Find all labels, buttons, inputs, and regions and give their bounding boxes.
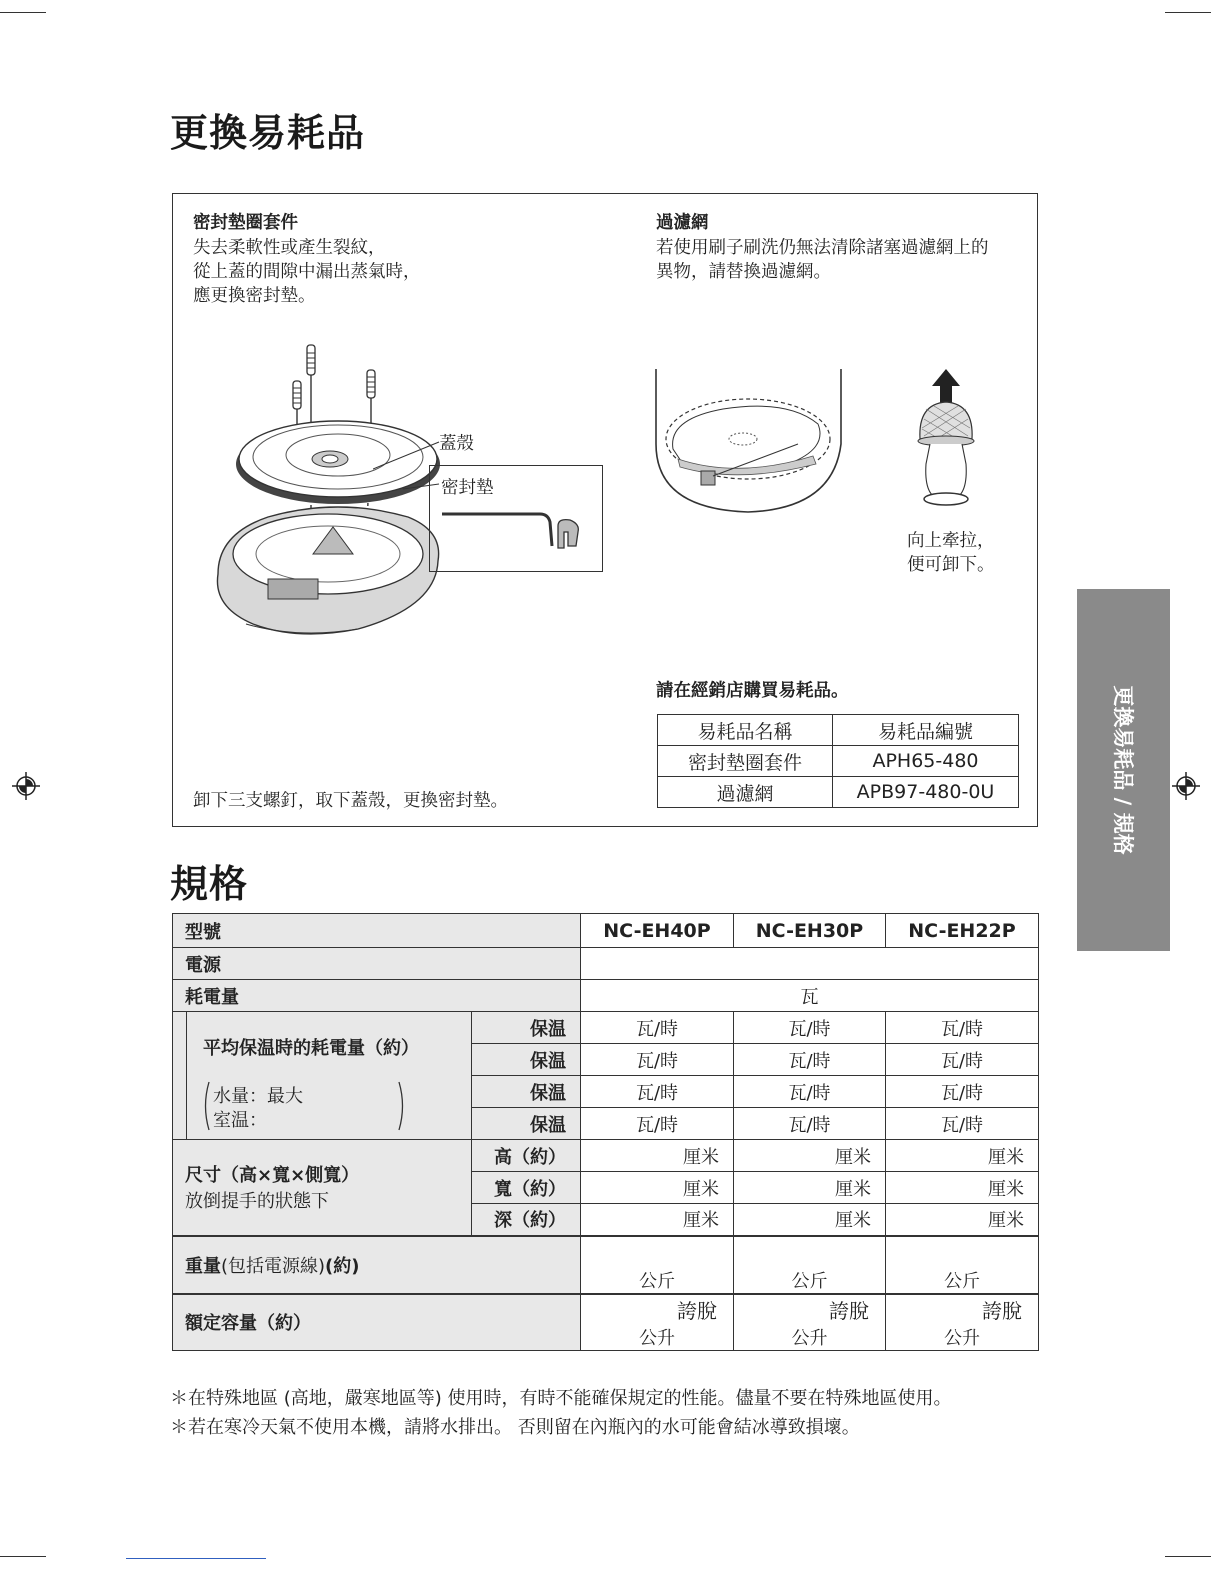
kwh-cell: 瓦/時 (886, 1076, 1039, 1108)
gasket-desc-line: 應更換密封墊。 (193, 286, 316, 306)
section-title-consumables: 更換易耗品 (170, 111, 366, 155)
condition-room: 室温： (213, 1110, 267, 1131)
dimension-row-label: 寬（約） (472, 1172, 581, 1204)
cm-cell: 厘米 (734, 1204, 886, 1236)
filter-desc-line: 異物，請替換過濾網。 (656, 262, 831, 282)
table-row (173, 948, 1039, 980)
table-row (658, 746, 1019, 777)
weight-label-cell (173, 1236, 581, 1294)
table-row (658, 777, 1019, 808)
kwh-cell: 瓦/時 (581, 1012, 734, 1044)
footnote: ＊在特殊地區 (高地，嚴寒地區等) 使用時，有時不能確保規定的性能。儘量不要在特殊地區使用。 (170, 1388, 952, 1409)
capacity-liter: 公升 (791, 1327, 828, 1349)
condition-bracket (201, 1080, 407, 1132)
kg-cell: 公斤 (886, 1236, 1039, 1294)
keep-warm-label: 保温 (472, 1044, 581, 1076)
table-cell: 過濾網 (658, 777, 833, 808)
kwh-cell: 瓦/時 (734, 1044, 886, 1076)
kwh-cell: 瓦/時 (886, 1108, 1039, 1140)
kg-cell: 公斤 (734, 1236, 886, 1294)
consumables-box (172, 193, 1038, 827)
capacity-quart: 誇脫 (829, 1298, 869, 1323)
filter-heading: 過濾網 (656, 213, 709, 233)
cm-cell: 厘米 (581, 1172, 734, 1204)
dimension-row-label: 高（約） (472, 1140, 581, 1172)
capacity-cell (886, 1294, 1039, 1351)
capacity-quart: 誇脫 (982, 1298, 1022, 1323)
capacity-liter: 公升 (639, 1327, 675, 1349)
indent-cell (173, 1012, 187, 1140)
table-header-cell: 易耗品名稱 (658, 715, 833, 746)
avg-consumption-label: 平均保温時的耗電量（約） (203, 1038, 419, 1059)
model-name: NC-EH22P (886, 914, 1039, 948)
gasket-desc-line: 從上蓋的間隙中漏出蒸氣時， (193, 262, 421, 282)
crop-mark (126, 1558, 266, 1559)
filter-caption-line: 向上牽拉， (907, 531, 995, 551)
gasket-caption: 卸下三支螺釘，取下蓋殼，更換密封墊。 (193, 791, 508, 811)
table-row (173, 980, 1039, 1012)
kwh-cell: 瓦/時 (886, 1044, 1039, 1076)
cm-cell: 厘米 (581, 1140, 734, 1172)
table-cell: APH65-480 (833, 746, 1019, 777)
table-cell: 密封墊圈套件 (658, 746, 833, 777)
weight-tail: (約) (325, 1255, 360, 1277)
cm-cell: 厘米 (886, 1140, 1039, 1172)
table-header-row (658, 715, 1019, 746)
model-label: 型號 (173, 914, 581, 948)
table-header-cell: 易耗品編號 (833, 715, 1019, 746)
filter-illustration (648, 364, 1018, 524)
kwh-cell: 瓦/時 (734, 1012, 886, 1044)
cm-cell: 厘米 (581, 1204, 734, 1236)
cm-cell: 厘米 (734, 1140, 886, 1172)
capacity-quart: 誇脫 (677, 1298, 717, 1323)
kwh-cell: 瓦/時 (734, 1108, 886, 1140)
kwh-cell: 瓦/時 (886, 1012, 1039, 1044)
side-tab-label: 更換易耗品 / 規格 (1110, 685, 1135, 855)
power-label: 電源 (173, 948, 581, 980)
capacity-cell (581, 1294, 734, 1351)
gasket-desc-line: 失去柔軟性或產生裂紋， (193, 238, 386, 258)
consumption-unit: 瓦 (581, 980, 1039, 1012)
cm-cell: 厘米 (734, 1172, 886, 1204)
keep-warm-label: 保温 (472, 1012, 581, 1044)
dimension-row-label: 深（約） (472, 1204, 581, 1236)
spec-table (172, 913, 1039, 1351)
gasket-heading: 密封墊圈套件 (193, 213, 298, 233)
weight-label: 重量 (185, 1255, 221, 1277)
kg-cell: 公斤 (581, 1236, 734, 1294)
condition-water: 水量：最大 (213, 1086, 303, 1107)
avg-consumption-cell (187, 1012, 472, 1140)
kwh-cell: 瓦/時 (581, 1108, 734, 1140)
keep-warm-label: 保温 (472, 1108, 581, 1140)
label-cover: 蓋殼 (439, 434, 474, 454)
weight-paren: (包括電源線) (221, 1255, 326, 1277)
purchase-heading: 請在經銷店購買易耗品。 (656, 681, 849, 701)
cm-cell: 厘米 (886, 1172, 1039, 1204)
label-gasket: 密封墊 (441, 478, 494, 498)
crop-mark (0, 12, 46, 13)
gasket-profile-illustration (440, 506, 600, 566)
crop-mark (0, 1556, 46, 1557)
dimension-label: 尺寸（高×寬×側寬） (185, 1165, 360, 1187)
table-row (173, 1236, 1039, 1294)
power-value (581, 948, 1039, 980)
crop-mark (1165, 12, 1211, 13)
kwh-cell: 瓦/時 (581, 1044, 734, 1076)
kwh-cell: 瓦/時 (734, 1076, 886, 1108)
capacity-label: 額定容量（約） (173, 1294, 581, 1351)
filter-desc-line: 若使用刷子刷洗仍無法清除諸塞過濾網上的 (656, 238, 989, 258)
consumption-label: 耗電量 (173, 980, 581, 1012)
keep-warm-label: 保温 (472, 1076, 581, 1108)
table-row (173, 1294, 1039, 1351)
capacity-cell (734, 1294, 886, 1351)
table-row (173, 1012, 1039, 1044)
dimension-cell (173, 1140, 472, 1236)
model-name: NC-EH40P (581, 914, 734, 948)
registration-mark-icon (1170, 770, 1202, 802)
side-tab (1077, 589, 1170, 951)
capacity-liter: 公升 (944, 1327, 980, 1349)
table-row (173, 1140, 1039, 1172)
model-name: NC-EH30P (734, 914, 886, 948)
dimension-sublabel: 放倒提手的狀態下 (185, 1191, 329, 1213)
registration-mark-icon (10, 770, 42, 802)
cm-cell: 厘米 (886, 1204, 1039, 1236)
crop-mark (1165, 1556, 1211, 1557)
kwh-cell: 瓦/時 (581, 1076, 734, 1108)
consumables-parts-table (657, 714, 1019, 808)
table-row (173, 914, 1039, 948)
filter-caption-line: 便可卸下。 (907, 555, 995, 575)
table-cell: APB97-480-0U (833, 777, 1019, 808)
gasket-detail-box (429, 465, 603, 572)
section-title-specs: 規格 (170, 862, 249, 906)
footnote: ＊若在寒冷天氣不使用本機，請將水排出。 否則留在內瓶內的水可能會結冰導致損壞。 (170, 1417, 860, 1438)
